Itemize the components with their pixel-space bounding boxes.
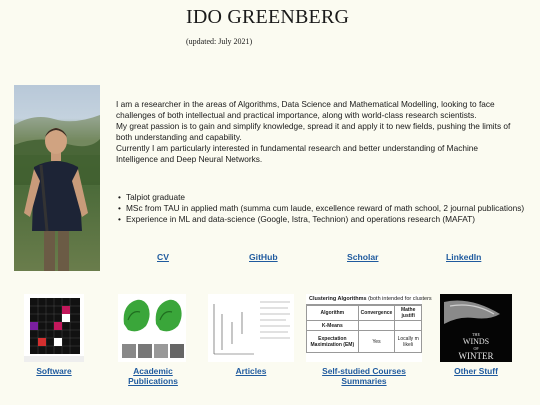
github-link[interactable]: GitHub: [249, 252, 278, 262]
software-thumbnail[interactable]: [24, 294, 84, 362]
cover-line-2: WINDS: [462, 337, 490, 346]
summaries-thumbnail[interactable]: [306, 294, 432, 362]
software-grid-image: [24, 294, 84, 362]
page-title: IDO GREENBERG: [186, 6, 350, 28]
highlight-item: • Talpiot graduate: [116, 192, 526, 203]
articles-thumbnail[interactable]: [208, 294, 294, 362]
other-thumbnail[interactable]: [440, 294, 512, 362]
clustering-thumb-heading: Clustering Algorithms (both intended for clusters: [306, 294, 422, 305]
publications-figure-image: [118, 294, 186, 362]
bio-paragraph-1: I am a researcher in the areas of Algorithms, Data Science and Mathematical Modelling, looking to face challenges of both intellectual and practical importance, along with world-class research scientists.: [116, 99, 495, 120]
bio-paragraph-3: Currently I am particularly interested in fundamental research and better understanding of Machine Intelligence and Deep Neural Networks.: [116, 142, 479, 164]
summaries-link[interactable]: Self-studied Courses Summaries: [322, 366, 406, 386]
highlights-list: [116, 192, 526, 225]
profile-photo: [14, 85, 100, 271]
articles-page-image: [208, 294, 294, 362]
articles-link[interactable]: Articles: [235, 366, 267, 376]
publications-thumbnail[interactable]: [118, 294, 186, 362]
publications-link[interactable]: Academic Publications: [128, 366, 178, 386]
cover-line-1: THE: [472, 332, 480, 337]
updated-date: (updated: July 2021): [186, 37, 253, 46]
cover-line-3: OF: [473, 346, 479, 351]
scholar-link[interactable]: Scholar: [347, 252, 379, 262]
book-cover-image: [440, 294, 512, 362]
other-link[interactable]: Other Stuff: [454, 366, 498, 376]
bio-paragraph-2: My great passion is to gain and simplify knowledge, spread it and apply it to new fields, pushing the limits of both understanding and capability.: [116, 120, 511, 142]
software-link[interactable]: Software: [36, 366, 72, 376]
highlight-item: • Experience in ML and data-science (Google, Istra, Technion) and operations research (MAFAT): [116, 214, 526, 225]
linkedin-link[interactable]: LinkedIn: [446, 252, 482, 262]
clustering-thumb-table: Algorithm Convergence Mathe justifi K-Means Expectation Maximization (EM) Yes Locally m likeli: [306, 305, 422, 353]
bio-text: [116, 99, 520, 164]
profile-photo-illustration: [14, 85, 100, 271]
highlight-item: • MSc from TAU in applied math (summa cum laude, excellence reward of math school, 2 journal publications): [116, 203, 526, 214]
cover-line-4: WINTER: [458, 351, 494, 361]
cv-link[interactable]: CV: [157, 252, 169, 262]
